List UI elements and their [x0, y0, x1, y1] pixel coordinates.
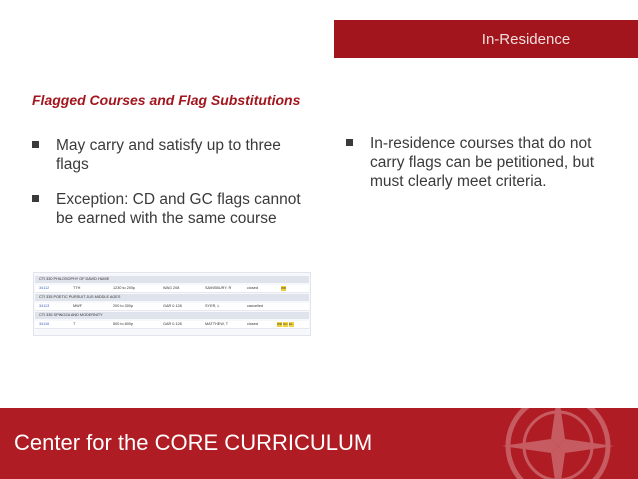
banner-label: In-Residence	[481, 30, 571, 48]
course-schedule-screenshot	[33, 272, 311, 336]
slide-title: Flagged Courses and Flag Substitutions	[32, 92, 301, 108]
course-header-row: CTI 335 POETIC PURSUIT JUS MIDDLE AGES	[35, 294, 309, 301]
flag-badge: WR	[281, 286, 286, 290]
section-row: 34112 TTH 1230 to 200p WAG 208 SAINSBURY, R closed WR	[35, 285, 309, 293]
footer-logo-text: Center for the CORE CURRICULUM	[14, 430, 373, 455]
bullet-item: In-residence courses that do not carry flags can be petitioned, but must clearly meet criteria.	[346, 134, 616, 191]
footer-bar	[0, 408, 638, 479]
section-banner	[334, 20, 638, 58]
square-bullet-icon	[346, 139, 353, 146]
course-header-row: CTI 335 SPINOZA AND MODERNITY	[35, 312, 309, 319]
square-bullet-icon	[32, 141, 39, 148]
flag-badge: WR	[277, 322, 282, 326]
right-bullet-list	[346, 134, 616, 207]
course-header-row: CTI 330 PHILOSOPHY OF DAVID HUME	[35, 276, 309, 283]
section-row: 34116 T 500 to 800p GAR 0.128 MATTHEW, T closed WR GC EL	[35, 321, 309, 329]
bullet-item: May carry and satisfy up to three flags	[32, 136, 312, 174]
flag-badge: GC	[283, 322, 288, 326]
bullet-item: Exception: CD and GC flags cannot be earned with the same course	[32, 190, 312, 228]
flag-badge: EL	[289, 322, 293, 326]
square-bullet-icon	[32, 195, 39, 202]
left-bullet-list	[32, 136, 312, 244]
section-row: 34113 MWF 200 to 300p GAR 0.128 SYER, L cancelled	[35, 303, 309, 311]
compass-icon	[498, 408, 618, 479]
